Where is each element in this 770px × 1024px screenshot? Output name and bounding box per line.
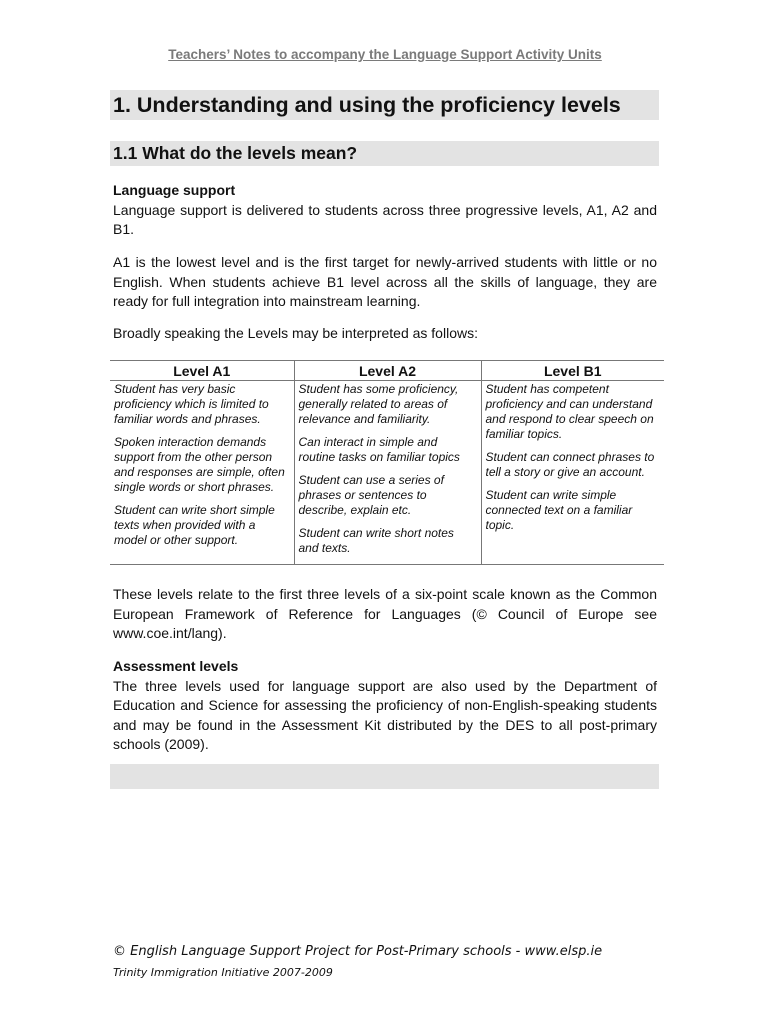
language-support-para3: Broadly speaking the Levels may be interpreted as follows:	[113, 325, 478, 341]
empty-heading-bar	[110, 764, 659, 789]
level-a2-descriptor: Student can write short notes and texts.	[298, 526, 454, 555]
level-a2-cell	[294, 381, 481, 565]
level-b1-descriptor: Student can write simple connected text on a familiar topic.	[485, 488, 633, 532]
level-b1-descriptor: Student can connect phrases to tell a story or give an account.	[485, 450, 655, 479]
section-heading: 1. Understanding and using the proficiency levels	[110, 90, 659, 120]
assessment-heading: Assessment levels	[113, 658, 239, 674]
language-support-para2: A1 is the lowest level and is the first target for newly-arrived students with little or no English. When students achieve B1 level across all the skills of language, they are ready for full integration into mainstream learning.	[113, 254, 657, 309]
level-a1-descriptor: Student can write short simple texts when provided with a model or other support.	[114, 503, 275, 547]
assessment-paragraph: The three levels used for language support are also used by the Department of Education and Science for assessing the proficiency of non-English-speaking students and may be found in the Assessment Kit distributed by the DES to all post-primary schools (2009).	[113, 677, 657, 752]
footer-project: © English Language Support Project for Post-Primary schools - www.elsp.ie	[113, 944, 603, 959]
levels-table	[110, 360, 664, 565]
level-b1-header: Level B1	[481, 361, 664, 381]
level-a2-descriptor: Student can use a series of phrases or sentences to describe, explain etc.	[298, 473, 444, 517]
level-b1-descriptor: Student has competent proficiency and can understand and respond to clear speech on familiar topics.	[485, 382, 654, 441]
level-a1-descriptor: Spoken interaction demands support from the other person and responses are simple, often single words or short phrases.	[114, 435, 285, 494]
language-support-para1: Language support is delivered to students across three progressive levels, A1, A2 and B1.	[113, 201, 657, 237]
level-a1-header: Level A1	[110, 361, 294, 381]
cefr-paragraph: These levels relate to the first three levels of a six-point scale known as the Common European Framework of Reference for Languages (© Council of Europe see www.coe.int/lang).	[113, 586, 657, 641]
footer-initiative: Trinity Immigration Initiative 2007-2009	[113, 966, 333, 979]
subsection-heading: 1.1 What do the levels mean?	[110, 141, 659, 166]
language-support-block	[113, 181, 657, 240]
level-a1-descriptor: Student has very basic proficiency which is limited to familiar words and phrases.	[114, 382, 269, 426]
level-a2-descriptor: Student has some proficiency, generally related to areas of relevance and familiarity.	[298, 382, 459, 426]
page-header: Teachers’ Notes to accompany the Language Support Activity Units	[168, 47, 602, 62]
level-a2-header: Level A2	[294, 361, 481, 381]
level-b1-cell	[481, 381, 664, 565]
level-a1-cell	[110, 381, 294, 565]
level-a2-descriptor: Can interact in simple and routine tasks on familiar topics	[298, 435, 460, 464]
assessment-block	[113, 657, 657, 755]
language-support-heading: Language support	[113, 182, 236, 198]
